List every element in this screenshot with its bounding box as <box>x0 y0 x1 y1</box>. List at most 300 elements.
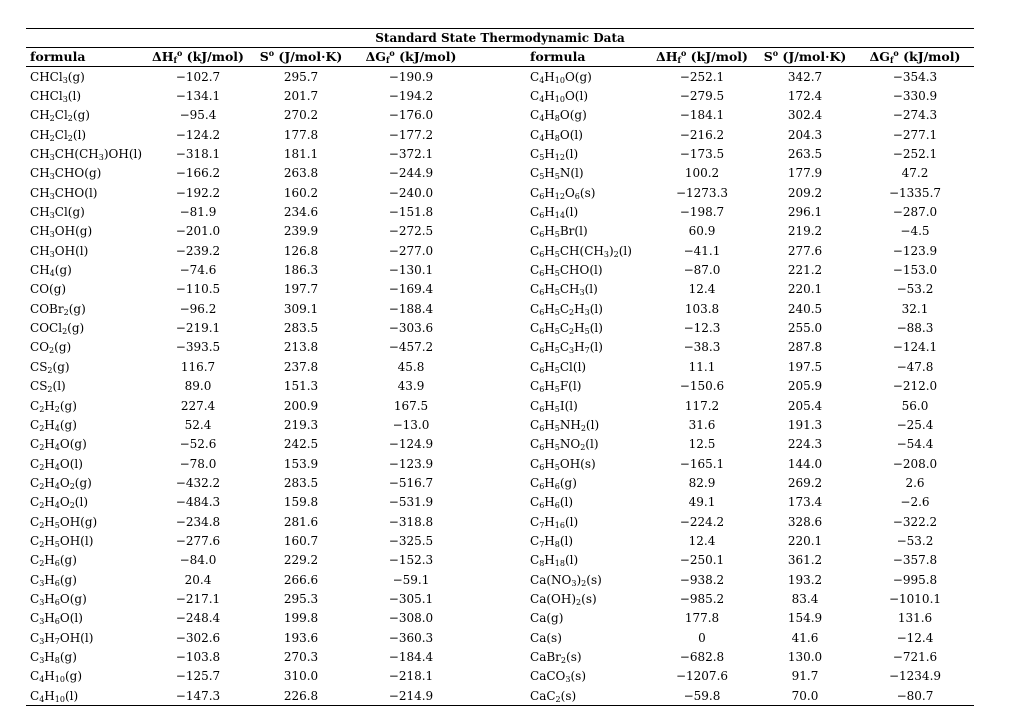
entropy-cell: 266.6 <box>283 572 319 587</box>
gibbs-cell: −2.6 <box>900 495 930 510</box>
entropy-cell: 263.5 <box>787 147 823 162</box>
enthalpy-cell: −102.7 <box>175 69 221 84</box>
table-row <box>26 86 974 105</box>
entropy-cell: 234.6 <box>283 205 319 220</box>
entropy-cell: 204.3 <box>787 127 823 142</box>
formula-cell: $C_6H_5NO_2(l)$ <box>530 437 599 453</box>
table-row <box>26 396 974 415</box>
gibbs-cell: −995.8 <box>892 572 938 587</box>
formula-cell: COBr$_2$(g) <box>30 301 86 317</box>
formula-cell: $CH_3CHO(l)$ <box>30 185 98 201</box>
enthalpy-cell: 116.7 <box>180 359 216 374</box>
gibbs-cell: −4.5 <box>900 224 930 239</box>
enthalpy-cell: −216.2 <box>679 127 725 142</box>
formula-cell: $CH_2Cl_2(g)$ <box>30 108 90 124</box>
entropy-cell: 281.6 <box>283 514 319 529</box>
entropy-cell: 153.9 <box>283 456 319 471</box>
table-body <box>26 67 974 706</box>
enthalpy-cell: −432.2 <box>175 475 221 490</box>
entropy-cell: 296.1 <box>787 205 823 220</box>
formula-cell: $C_3H_6(g)$ <box>30 572 77 588</box>
gibbs-cell: −153.0 <box>892 263 938 278</box>
entropy-cell: 197.7 <box>283 282 319 297</box>
header-enthalpy <box>146 48 250 67</box>
formula-cell: $C_3H_8(g)$ <box>30 649 77 665</box>
table-row <box>26 106 974 125</box>
gibbs-cell: −277.1 <box>892 127 938 142</box>
enthalpy-cell: 117.2 <box>684 398 720 413</box>
enthalpy-cell: −302.6 <box>175 630 221 645</box>
enthalpy-cell: 0 <box>698 630 706 645</box>
gibbs-cell: −194.2 <box>388 89 434 104</box>
entropy-cell: 229.2 <box>283 553 319 568</box>
enthalpy-cell: −224.2 <box>679 514 725 529</box>
gibbs-cell: −214.9 <box>388 688 434 703</box>
entropy-cell: 328.6 <box>787 514 823 529</box>
entropy-cell: 191.3 <box>787 417 823 432</box>
entropy-cell: 151.3 <box>283 379 319 394</box>
entropy-cell: 255.0 <box>787 321 823 336</box>
table-row <box>26 202 974 221</box>
enthalpy-cell: −252.1 <box>679 69 725 84</box>
enthalpy-cell: −95.4 <box>179 108 217 123</box>
enthalpy-cell: −41.1 <box>683 243 721 258</box>
entropy-cell: 205.9 <box>787 379 823 394</box>
gibbs-cell: −354.3 <box>892 69 938 84</box>
formula-cell: $C_6H_5C_2H_5(l)$ <box>530 321 603 337</box>
formula-cell: $C_2H_4O_2(l)$ <box>30 495 88 511</box>
thermo-data-table <box>26 47 974 706</box>
entropy-cell: 209.2 <box>787 185 823 200</box>
table-row <box>26 667 974 686</box>
entropy-cell: 173.4 <box>787 495 823 510</box>
gibbs-cell: −252.1 <box>892 147 938 162</box>
gibbs-cell: −325.5 <box>388 533 434 548</box>
formula-cell: Ca(g) <box>530 611 564 626</box>
formula-cell: CaCO$_3$(s) <box>530 669 587 685</box>
table-row <box>26 299 974 318</box>
enthalpy-cell: −985.2 <box>679 591 725 606</box>
formula-cell: COCl$_2$(g) <box>30 321 85 337</box>
enthalpy-cell: −87.0 <box>683 263 721 278</box>
gibbs-cell: −47.8 <box>896 359 934 374</box>
enthalpy-cell: −277.6 <box>175 533 221 548</box>
gibbs-cell: −360.3 <box>388 630 434 645</box>
enthalpy-cell: −103.8 <box>175 649 221 664</box>
table-row <box>26 589 974 608</box>
top-rule <box>26 28 974 29</box>
formula-cell: $CS_2(l)$ <box>30 379 66 395</box>
table-row <box>26 260 974 279</box>
gibbs-cell: −277.0 <box>388 243 434 258</box>
enthalpy-cell: −38.3 <box>683 340 721 355</box>
enthalpy-cell: −96.2 <box>179 301 217 316</box>
enthalpy-cell: 227.4 <box>180 398 216 413</box>
gibbs-cell: −218.1 <box>388 669 434 684</box>
enthalpy-cell: −134.1 <box>175 89 221 104</box>
table-row <box>26 647 974 666</box>
entropy-cell: 277.6 <box>787 243 823 258</box>
gibbs-cell: −272.5 <box>388 224 434 239</box>
document-page <box>26 0 974 728</box>
entropy-cell: 295.7 <box>283 69 319 84</box>
enthalpy-cell: −484.3 <box>175 495 221 510</box>
entropy-cell: 41.6 <box>791 630 819 645</box>
gibbs-cell: −53.2 <box>896 282 934 297</box>
enthalpy-cell: −217.1 <box>175 591 221 606</box>
entropy-cell: 154.9 <box>787 611 823 626</box>
enthalpy-cell: −124.2 <box>175 127 221 142</box>
entropy-cell: 193.2 <box>787 572 823 587</box>
header-enthalpy-text: $\Delta H_f^o$ (kJ/mol) <box>152 48 244 65</box>
enthalpy-cell: 20.4 <box>184 572 212 587</box>
gibbs-cell: −308.0 <box>388 611 434 626</box>
table-row <box>26 686 974 706</box>
formula-cell: $CO_2(g)$ <box>30 340 72 356</box>
gibbs-cell: −53.2 <box>896 533 934 548</box>
formula-cell: $C_4H_8O(l)$ <box>530 127 583 143</box>
formula-cell: $C_2H_4O(g)$ <box>30 437 87 453</box>
entropy-cell: 220.1 <box>787 533 823 548</box>
gibbs-cell: −13.0 <box>392 417 430 432</box>
table-row <box>26 493 974 512</box>
entropy-cell: 287.8 <box>787 340 823 355</box>
entropy-cell: 205.4 <box>787 398 823 413</box>
formula-cell: $CH_4(g)$ <box>30 263 72 279</box>
gibbs-cell: 131.6 <box>897 611 933 626</box>
formula-cell: $C_7H_8(l)$ <box>530 533 574 549</box>
formula-cell: CaBr$_2$(s) <box>530 649 582 665</box>
table-row <box>26 512 974 531</box>
enthalpy-cell: 31.6 <box>688 417 716 432</box>
enthalpy-cell: −192.2 <box>175 185 221 200</box>
gibbs-cell: −531.9 <box>388 495 434 510</box>
formula-cell: $C_6H_5Br(l)$ <box>530 224 588 240</box>
header-gibbs-right <box>856 48 974 67</box>
formula-cell: $CH_2Cl_2(l)$ <box>30 127 87 143</box>
entropy-cell: 126.8 <box>283 243 319 258</box>
table-row <box>26 570 974 589</box>
entropy-cell: 237.8 <box>283 359 319 374</box>
formula-cell: $C_3H_6O(l)$ <box>30 611 83 627</box>
enthalpy-cell: 12.4 <box>688 282 716 297</box>
header-gibbs-right-text: $\Delta G_f^o$ (kJ/mol) <box>869 48 961 65</box>
entropy-cell: 310.0 <box>283 669 319 684</box>
table-row <box>26 280 974 299</box>
table-row <box>26 473 974 492</box>
entropy-cell: 201.7 <box>283 89 319 104</box>
enthalpy-cell: −165.1 <box>679 456 725 471</box>
enthalpy-cell: −74.6 <box>179 263 217 278</box>
enthalpy-cell: 82.9 <box>688 475 716 490</box>
gibbs-cell: −244.9 <box>388 166 434 181</box>
formula-cell: $CS_2(g)$ <box>30 359 70 375</box>
gibbs-cell: −457.2 <box>388 340 434 355</box>
table-row <box>26 357 974 376</box>
formula-cell: $C_4H_{10}(l)$ <box>30 688 79 704</box>
formula-cell: $Ca(NO_3)_2(s)$ <box>530 572 602 588</box>
entropy-cell: 226.8 <box>283 688 319 703</box>
gibbs-cell: −12.4 <box>896 630 934 645</box>
header-entropy-right-text: $S^o$ (J/mol·K) <box>763 48 847 64</box>
table-row <box>26 183 974 202</box>
gibbs-cell: −721.6 <box>892 649 938 664</box>
formula-cell: $C_2H_4O(l)$ <box>30 456 83 472</box>
formula-cell: $C_6H_5CH_3(l)$ <box>530 282 598 298</box>
gibbs-cell: −303.6 <box>388 321 434 336</box>
header-entropy <box>250 48 352 67</box>
enthalpy-cell: −239.2 <box>175 243 221 258</box>
enthalpy-cell: −198.7 <box>679 205 725 220</box>
gibbs-cell: −88.3 <box>896 321 934 336</box>
gibbs-cell: −54.4 <box>896 437 934 452</box>
formula-cell: $C_4H_8O(g)$ <box>530 108 587 124</box>
table-row <box>26 67 974 87</box>
gibbs-cell: 167.5 <box>393 398 429 413</box>
entropy-cell: 309.1 <box>283 301 319 316</box>
formula-cell: CHCl$_3$(l) <box>30 89 81 105</box>
formula-cell: $C_5H_5N(l)$ <box>530 166 584 182</box>
enthalpy-cell: 52.4 <box>184 417 212 432</box>
entropy-cell: 269.2 <box>787 475 823 490</box>
gibbs-cell: −1010.1 <box>888 591 942 606</box>
gibbs-cell: −240.0 <box>388 185 434 200</box>
formula-cell: $C_4H_{10}(g)$ <box>30 669 82 685</box>
gibbs-cell: 32.1 <box>901 301 929 316</box>
formula-cell: $C_2H_4(g)$ <box>30 417 77 433</box>
gibbs-cell: −188.4 <box>388 301 434 316</box>
enthalpy-cell: −682.8 <box>679 649 725 664</box>
enthalpy-cell: 89.0 <box>184 379 212 394</box>
entropy-cell: 213.8 <box>283 340 319 355</box>
formula-cell: $CH_3CH(CH_3)OH(l)$ <box>30 147 143 163</box>
table-row <box>26 531 974 550</box>
enthalpy-cell: −125.7 <box>175 669 221 684</box>
gibbs-cell: −212.0 <box>892 379 938 394</box>
formula-cell: $CH_3OH(l)$ <box>30 243 89 259</box>
table-row <box>26 551 974 570</box>
gibbs-cell: −305.1 <box>388 591 434 606</box>
gibbs-cell: −80.7 <box>896 688 934 703</box>
entropy-cell: 239.9 <box>283 224 319 239</box>
gibbs-cell: −1335.7 <box>888 185 942 200</box>
header-row <box>26 48 974 67</box>
table-row <box>26 318 974 337</box>
enthalpy-cell: −12.3 <box>683 321 721 336</box>
gibbs-cell: −184.4 <box>388 649 434 664</box>
table-row <box>26 164 974 183</box>
entropy-cell: 199.8 <box>283 611 319 626</box>
entropy-cell: 302.4 <box>787 108 823 123</box>
gibbs-cell: −169.4 <box>388 282 434 297</box>
entropy-cell: 160.7 <box>283 533 319 548</box>
gibbs-cell: −176.0 <box>388 108 434 123</box>
enthalpy-cell: −81.9 <box>179 205 217 220</box>
table-row <box>26 435 974 454</box>
formula-cell: $C_6H_5C_2H_3(l)$ <box>530 301 603 317</box>
entropy-cell: 221.2 <box>787 263 823 278</box>
enthalpy-cell: −110.5 <box>175 282 221 297</box>
formula-cell: $C_4H_{10}O(g)$ <box>530 69 592 85</box>
entropy-cell: 219.2 <box>787 224 823 239</box>
entropy-cell: 270.2 <box>283 108 319 123</box>
entropy-cell: 181.1 <box>283 147 319 162</box>
formula-cell: $C_6H_{14}(l)$ <box>530 205 579 221</box>
formula-cell: $C_8H_{18}(l)$ <box>530 553 579 569</box>
enthalpy-cell: −318.1 <box>175 147 221 162</box>
formula-cell: $CH_3OH(g)$ <box>30 224 93 240</box>
gibbs-cell: −130.1 <box>388 263 434 278</box>
entropy-cell: 83.4 <box>791 591 819 606</box>
entropy-cell: 193.6 <box>283 630 319 645</box>
enthalpy-cell: −59.8 <box>683 688 721 703</box>
gibbs-cell: −357.8 <box>892 553 938 568</box>
formula-cell: $C_7H_{16}(l)$ <box>530 514 579 530</box>
gibbs-cell: −516.7 <box>388 475 434 490</box>
entropy-cell: 186.3 <box>283 263 319 278</box>
entropy-cell: 160.2 <box>283 185 319 200</box>
enthalpy-cell: 60.9 <box>688 224 716 239</box>
gibbs-cell: −330.9 <box>892 89 938 104</box>
enthalpy-cell: 12.4 <box>688 533 716 548</box>
enthalpy-cell: 103.8 <box>684 301 720 316</box>
formula-cell: CaC$_2$(s) <box>530 688 577 704</box>
formula-cell: $CH_3CHO(g)$ <box>30 166 102 182</box>
header-gibbs-text: $\Delta G_f^o$ (kJ/mol) <box>365 48 457 65</box>
enthalpy-cell: 177.8 <box>684 611 720 626</box>
entropy-cell: 197.5 <box>787 359 823 374</box>
entropy-cell: 283.5 <box>283 321 319 336</box>
formula-cell: $C_2H_2(g)$ <box>30 398 77 414</box>
gibbs-cell: −152.3 <box>388 553 434 568</box>
entropy-cell: 242.5 <box>283 437 319 452</box>
gibbs-cell: −208.0 <box>892 456 938 471</box>
formula-cell: $C_3H_7OH(l)$ <box>30 630 94 646</box>
entropy-cell: 342.7 <box>787 69 823 84</box>
entropy-cell: 283.5 <box>283 475 319 490</box>
formula-cell: $C_2H_5OH(l)$ <box>30 533 94 549</box>
gibbs-cell: −123.9 <box>388 456 434 471</box>
table-row <box>26 415 974 434</box>
header-entropy-text: $S^o$ (J/mol·K) <box>259 48 343 64</box>
gibbs-cell: −123.9 <box>892 243 938 258</box>
gibbs-cell: −372.1 <box>388 147 434 162</box>
enthalpy-cell: −1273.3 <box>675 185 729 200</box>
enthalpy-cell: −166.2 <box>175 166 221 181</box>
enthalpy-cell: 100.2 <box>684 166 720 181</box>
enthalpy-cell: −250.1 <box>679 553 725 568</box>
entropy-cell: 172.4 <box>787 89 823 104</box>
enthalpy-cell: −234.8 <box>175 514 221 529</box>
enthalpy-cell: −84.0 <box>179 553 217 568</box>
header-formula: formula <box>26 48 146 67</box>
gibbs-cell: 43.9 <box>397 379 425 394</box>
header-enthalpy-right <box>650 48 754 67</box>
header-gibbs <box>352 48 470 67</box>
table-row <box>26 628 974 647</box>
formula-cell: $C_6H_5CH(CH_3)_2(l)$ <box>530 243 632 259</box>
table-row <box>26 125 974 144</box>
gibbs-cell: −25.4 <box>896 417 934 432</box>
entropy-cell: 130.0 <box>787 649 823 664</box>
formula-cell: $C_6H_{12}O_6(s)$ <box>530 185 596 201</box>
entropy-cell: 270.3 <box>283 649 319 664</box>
formula-cell: $C_6H_5NH_2(l)$ <box>530 417 600 433</box>
table-row <box>26 377 974 396</box>
gibbs-cell: 45.8 <box>397 359 425 374</box>
enthalpy-cell: −78.0 <box>179 456 217 471</box>
formula-cell: $C_4H_{10}O(l)$ <box>530 89 588 105</box>
entropy-cell: 295.3 <box>283 591 319 606</box>
formula-cell: $C_5H_{12}(l)$ <box>530 147 579 163</box>
table-row <box>26 222 974 241</box>
enthalpy-cell: −1207.6 <box>675 669 729 684</box>
entropy-cell: 177.8 <box>283 127 319 142</box>
gibbs-cell: −59.1 <box>392 572 430 587</box>
formula-cell: $C_6H_5OH(s)$ <box>530 456 596 472</box>
page-title: Standard State Thermodynamic Data <box>375 31 625 45</box>
enthalpy-cell: 11.1 <box>688 359 716 374</box>
header-enthalpy-right-text: $\Delta H_f^o$ (kJ/mol) <box>656 48 748 65</box>
enthalpy-cell: −393.5 <box>175 340 221 355</box>
gibbs-cell: −322.2 <box>892 514 938 529</box>
entropy-cell: 177.9 <box>787 166 823 181</box>
enthalpy-cell: −150.6 <box>679 379 725 394</box>
formula-cell: $C_2H_6(g)$ <box>30 553 77 569</box>
gibbs-cell: −190.9 <box>388 69 434 84</box>
gibbs-cell: −274.3 <box>892 108 938 123</box>
formula-cell: $CH_3Cl(g)$ <box>30 205 85 221</box>
entropy-cell: 220.1 <box>787 282 823 297</box>
entropy-cell: 159.8 <box>283 495 319 510</box>
enthalpy-cell: −173.5 <box>679 147 725 162</box>
enthalpy-cell: −184.1 <box>679 108 725 123</box>
entropy-cell: 219.3 <box>283 417 319 432</box>
gibbs-cell: −318.8 <box>388 514 434 529</box>
gibbs-cell: −151.8 <box>388 205 434 220</box>
formula-cell: $C_6H_5Cl(l)$ <box>530 359 587 375</box>
formula-cell: $C_3H_6O(g)$ <box>30 591 87 607</box>
enthalpy-cell: −938.2 <box>679 572 725 587</box>
enthalpy-cell: −201.0 <box>175 224 221 239</box>
gibbs-cell: −287.0 <box>892 205 938 220</box>
header-entropy-right <box>754 48 856 67</box>
formula-cell: Ca(s) <box>530 630 562 645</box>
entropy-cell: 70.0 <box>791 688 819 703</box>
formula-cell: $C_2H_4O_2(g)$ <box>30 475 92 491</box>
gibbs-cell: 47.2 <box>901 166 929 181</box>
formula-cell: $C_6H_6(g)$ <box>530 475 577 491</box>
formula-cell: $C_6H_5F(l)$ <box>530 379 582 395</box>
enthalpy-cell: −279.5 <box>679 89 725 104</box>
enthalpy-cell: −52.6 <box>179 437 217 452</box>
enthalpy-cell: −248.4 <box>175 611 221 626</box>
formula-cell: CO(g) <box>30 282 67 297</box>
formula-cell: $C_6H_5C_3H_7(l)$ <box>530 340 603 356</box>
formula-cell: CHCl$_3$(g) <box>30 69 85 85</box>
formula-cell: $C_6H_5I(l)$ <box>530 398 578 414</box>
entropy-cell: 200.9 <box>283 398 319 413</box>
enthalpy-cell: −147.3 <box>175 688 221 703</box>
table-row <box>26 241 974 260</box>
entropy-cell: 144.0 <box>787 456 823 471</box>
entropy-cell: 263.8 <box>283 166 319 181</box>
gibbs-cell: 2.6 <box>905 475 925 490</box>
header-formula-right: formula <box>526 48 650 67</box>
entropy-cell: 91.7 <box>791 669 819 684</box>
formula-cell: $Ca(OH)_2(s)$ <box>530 591 597 607</box>
formula-cell: $C_6H_6(l)$ <box>530 495 574 511</box>
